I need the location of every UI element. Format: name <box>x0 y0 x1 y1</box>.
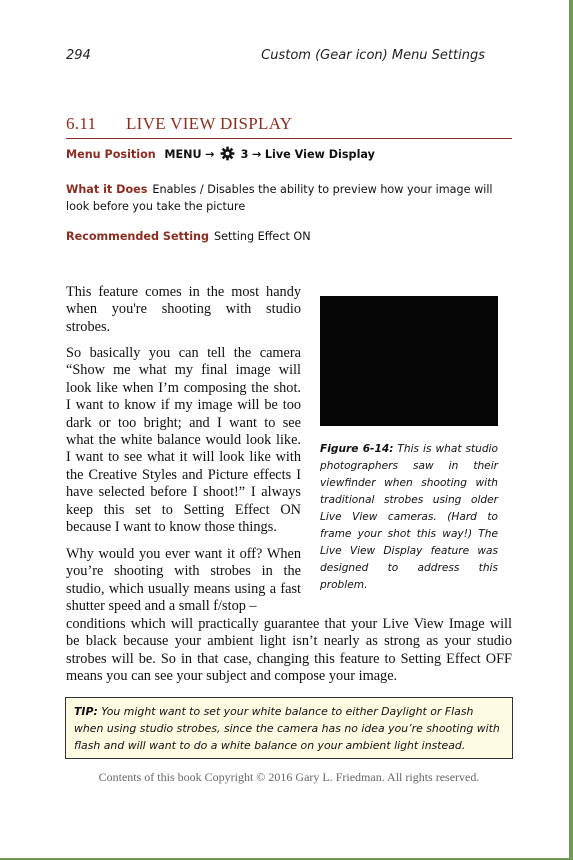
menu-word: MENU <box>164 148 202 161</box>
paragraph-3-top: Why would you ever want it off? When you’re shooting with strobes in the studio, which usually means using a fast shutter speed and a small f/stop – <box>66 546 301 615</box>
figure-caption <box>320 441 498 594</box>
recommended-value: Setting Effect ON <box>214 230 311 243</box>
gear-icon <box>220 146 235 161</box>
tip-label: TIP: <box>74 705 98 718</box>
what-it-does-line1: Enables / Disables the ability to preview how your image will <box>152 183 493 196</box>
copyright-footer: Contents of this book Copyright © 2016 Gary L. Friedman. All rights reserved. <box>98 770 480 784</box>
running-header: Custom (Gear icon) Menu Settings <box>261 48 485 63</box>
section-number: 6.11 <box>66 114 97 133</box>
tip-box <box>65 697 513 759</box>
what-it-does-label: What it Does <box>66 183 148 196</box>
what-it-does-row <box>66 181 493 215</box>
menu-item: Live View Display <box>264 148 375 161</box>
arrow: → <box>205 148 215 161</box>
section-heading <box>66 114 512 139</box>
figure-black-viewfinder-image <box>320 296 498 426</box>
paragraph-2: So basically you can tell the camera “Show me what my final image will look like when I’m composing the shot. I want to know if my image will be too dark or too bright; and I want to see what the white balance would look like. I want to see what it will look like with the Creative Styles and Picture effects I have selected before I shoot!” I always keep this set to Setting Effect ON because I want to know those things. <box>66 345 301 536</box>
page-number: 294 <box>66 48 91 63</box>
paragraph-3-bottom: conditions which will practically guarantee that your Live View Image will be black because your ambient light isn’t nearly as strong as your studio strobes will be. So in that case, changing this feature to Setting Effect OFF means you can see your subject and compose your image. <box>66 616 512 685</box>
menu-position-row <box>66 146 375 163</box>
what-it-does-line2: look before you take the picture <box>66 200 246 213</box>
menu-position-label: Menu Position <box>66 148 156 161</box>
gear-page-number: 3 <box>240 148 249 161</box>
figure-label: Figure 6-14: <box>320 443 394 455</box>
recommended-row <box>66 228 311 245</box>
figure-caption-text: This is what studio photographers saw in their viewfinder when shooting with traditional strobes using older Live View cameras. (Hard to frame your shot this way!) The Live View Display feature was designed to address this problem. <box>320 443 498 591</box>
arrow: → <box>251 148 262 161</box>
tip-text: You might want to set your white balance to either Daylight or Flash when using studio strobes, since the camera has no idea you’re shooting with flash and will want to do a white balance on your ambient light instead. <box>74 705 500 752</box>
recommended-label: Recommended Setting <box>66 230 210 243</box>
paragraph-1: This feature comes in the most handy when you're shooting with studio strobes. <box>66 284 301 335</box>
section-title: LIVE VIEW DISPLAY <box>126 114 293 133</box>
